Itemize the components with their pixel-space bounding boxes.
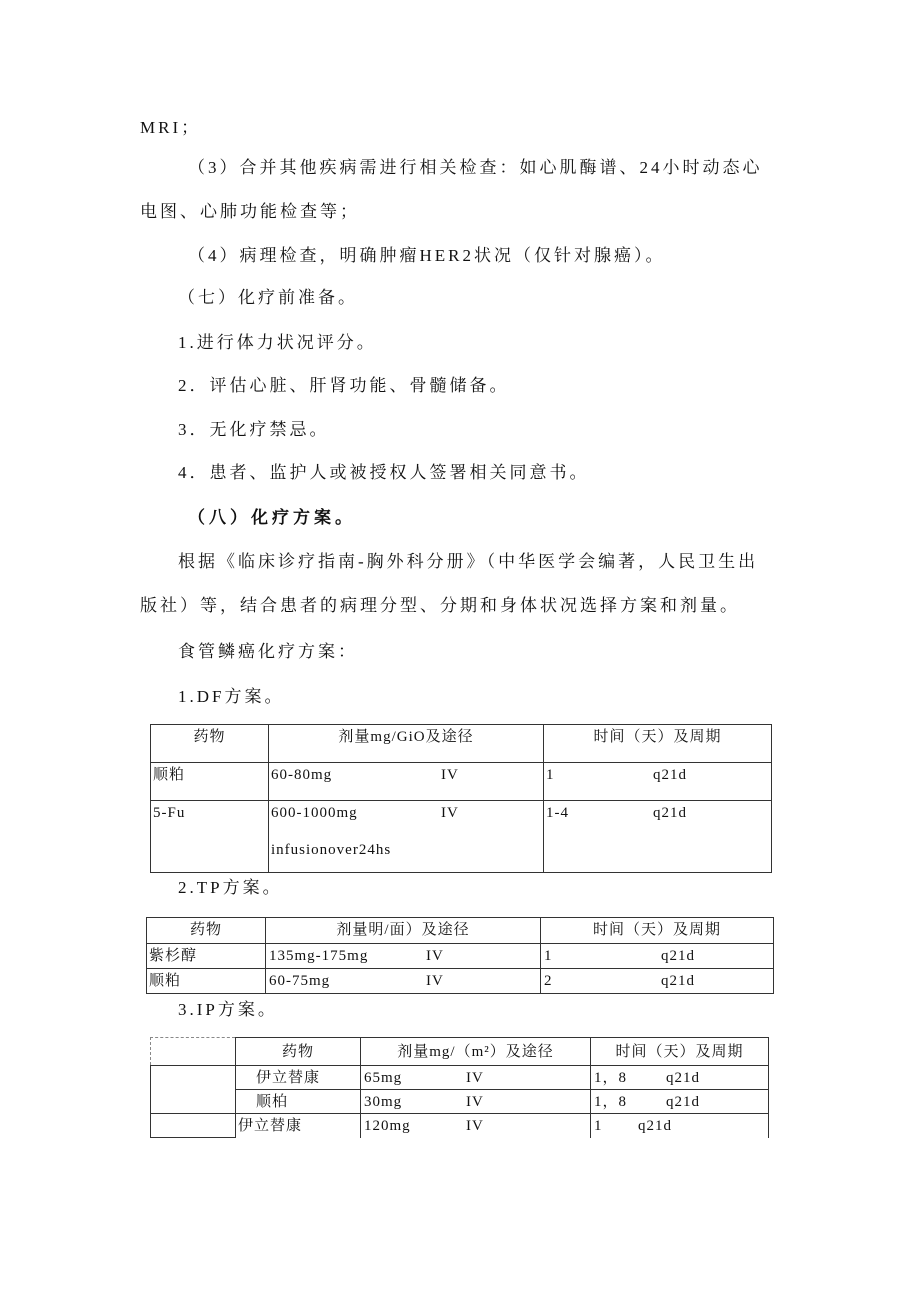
df-regimen-title: 1.DF方案。 xyxy=(178,687,285,706)
drug-cell: 紫杉醇 xyxy=(147,944,266,969)
cycle-value: q21d xyxy=(666,1094,700,1110)
day-value: 1，8 xyxy=(594,1094,628,1110)
day-value: 1-4 xyxy=(546,805,569,821)
day-value: 1 xyxy=(544,948,553,964)
text-squamous-regimens: 食管鳞癌化疗方案： xyxy=(178,642,358,661)
table-row xyxy=(147,944,774,969)
tp-regimen-table xyxy=(146,917,774,994)
day-value: 2 xyxy=(544,973,553,989)
dose-value: 60-80mg xyxy=(271,767,333,783)
table-header-row xyxy=(151,1038,769,1066)
time-cell xyxy=(544,763,772,801)
day-value: 1 xyxy=(546,767,555,783)
prep-item-4: 4．患者、监护人或被授权人签署相关同意书。 xyxy=(178,463,590,482)
dose-value: 135mg-175mg xyxy=(269,948,369,964)
dose-value: 60-75mg xyxy=(269,973,331,989)
route-value: IV xyxy=(441,767,459,783)
table-header-row xyxy=(147,918,774,944)
ip-regimen-title: 3.IP方案。 xyxy=(178,1000,278,1019)
infusion-note: infusionover24hs xyxy=(271,842,392,858)
dose-cell xyxy=(361,1090,591,1114)
drug-cell: 顺柏 xyxy=(236,1090,361,1114)
table-row xyxy=(147,969,774,994)
text-item-4-pathology: （4）病理检查，明确肿瘤HER2状况（仅针对腺癌）。 xyxy=(188,246,666,265)
time-cell xyxy=(591,1090,769,1114)
table-row xyxy=(151,1114,769,1138)
prep-item-1: 1.进行体力状况评分。 xyxy=(178,333,377,352)
ip-regimen-table xyxy=(150,1037,769,1138)
dose-value: 600-1000mg xyxy=(271,805,358,821)
cycle-value: q21d xyxy=(653,767,687,783)
dose-cell xyxy=(361,1114,591,1138)
drug-cell: 顺粕 xyxy=(147,969,266,994)
prep-item-3: 3．无化疗禁忌。 xyxy=(178,420,330,439)
table-row xyxy=(151,1066,769,1090)
day-value: 1 xyxy=(594,1118,603,1134)
route-value: IV xyxy=(426,973,444,989)
cycle-value: q21d xyxy=(638,1118,672,1134)
text-guideline-reference: 根据《临床诊疗指南-胸外科分册》（中华医学会编著，人民卫生出 xyxy=(178,552,759,571)
dose-cell xyxy=(266,969,541,994)
header-dose-route: 剂量明/面）及途径 xyxy=(266,918,541,944)
dose-cell xyxy=(266,944,541,969)
drug-cell: 顺粕 xyxy=(151,763,269,801)
header-time-cycle: 时间（天）及周期 xyxy=(541,918,774,944)
cycle-value: q21d xyxy=(666,1070,700,1086)
route-value: IV xyxy=(466,1094,484,1110)
df-regimen-table xyxy=(150,724,772,873)
text-item-3-other-diseases: （3）合并其他疾病需进行相关检查：如心肌酶谱、24小时动态心 xyxy=(188,158,763,177)
header-drug: 药物 xyxy=(147,918,266,944)
day-value: 1，8 xyxy=(594,1070,628,1086)
header-dose-route: 剂量mg/GiO及途径 xyxy=(269,725,544,763)
time-cell xyxy=(541,944,774,969)
drug-cell: 伊立替康 xyxy=(236,1066,361,1090)
dose-value: 65mg xyxy=(364,1070,403,1086)
table-row xyxy=(151,763,772,801)
section-heading-7: （七）化疗前准备。 xyxy=(178,288,358,307)
cycle-value: q21d xyxy=(661,973,695,989)
table-row xyxy=(151,801,772,873)
header-drug: 药物 xyxy=(236,1038,361,1066)
route-value: IV xyxy=(466,1070,484,1086)
dose-value: 120mg xyxy=(364,1118,411,1134)
route-value: IV xyxy=(441,805,459,821)
table-header-row xyxy=(151,725,772,763)
route-value: IV xyxy=(426,948,444,964)
drug-cell: 伊立替康 xyxy=(236,1114,361,1138)
header-time-cycle: 时间（天）及周期 xyxy=(544,725,772,763)
empty-group-cell xyxy=(151,1114,236,1138)
text-item-3-continued: 电图、心肺功能检查等； xyxy=(140,202,360,221)
empty-group-cell xyxy=(151,1066,236,1114)
dose-cell xyxy=(269,801,544,873)
time-cell xyxy=(541,969,774,994)
cycle-value: q21d xyxy=(653,805,687,821)
dose-cell xyxy=(269,763,544,801)
section-heading-8: （八）化疗方案。 xyxy=(188,508,356,527)
dose-cell xyxy=(361,1066,591,1090)
route-value: IV xyxy=(466,1118,484,1134)
prep-item-2: 2．评估心脏、肝肾功能、骨髓储备。 xyxy=(178,376,510,395)
dose-value: 30mg xyxy=(364,1094,403,1110)
header-time-cycle: 时间（天）及周期 xyxy=(591,1038,769,1066)
empty-corner-cell xyxy=(151,1038,236,1066)
tp-regimen-title: 2.TP方案。 xyxy=(178,878,283,897)
cycle-value: q21d xyxy=(661,948,695,964)
header-drug: 药物 xyxy=(151,725,269,763)
table-row xyxy=(151,1090,769,1114)
time-cell xyxy=(591,1114,769,1138)
text-mri: MRI； xyxy=(140,118,202,137)
time-cell xyxy=(591,1066,769,1090)
header-dose-route: 剂量mg/（m²）及途径 xyxy=(361,1038,591,1066)
time-cell xyxy=(544,801,772,873)
text-guideline-continued: 版社）等，结合患者的病理分型、分期和身体状况选择方案和剂量。 xyxy=(140,596,740,615)
drug-cell: 5-Fu xyxy=(151,801,269,873)
